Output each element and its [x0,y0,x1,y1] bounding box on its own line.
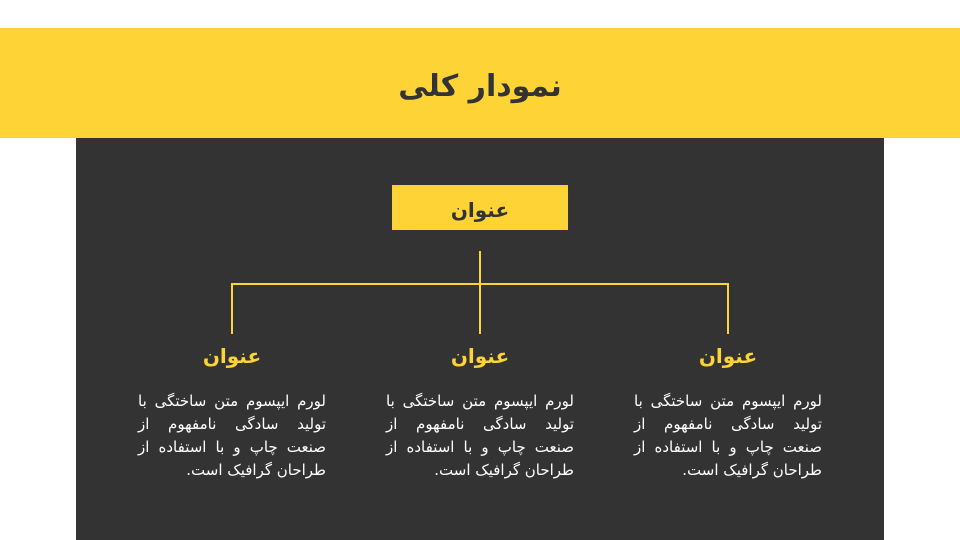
node-title-left: عنوان [202,344,262,368]
page-title: نمودار کلی [398,69,562,104]
connector-left-drop [231,283,233,334]
connector-right-drop [727,283,729,334]
node-text-left: لورم ایپسوم متن ساختگی با تولید سادگی نامفهوم از صنعت چاپ و با استفاده از طراحان گرافیک است. [138,392,326,479]
node-text-right: لورم ایپسوم متن ساختگی با تولید سادگی نامفهوم از صنعت چاپ و با استفاده از طراحان گرافیک است. [634,392,822,479]
connector-root-stem [479,251,481,334]
node-text-center: لورم ایپسوم متن ساختگی با تولید سادگی نامفهوم از صنعت چاپ و با استفاده از طراحان گرافیک است. [386,392,574,479]
node-title-center: عنوان [450,344,510,368]
node-title-right: عنوان [698,344,758,368]
header-banner [0,28,960,138]
connector-horizontal [231,283,729,285]
root-node [392,185,568,230]
root-node-title: عنوان [450,198,510,222]
